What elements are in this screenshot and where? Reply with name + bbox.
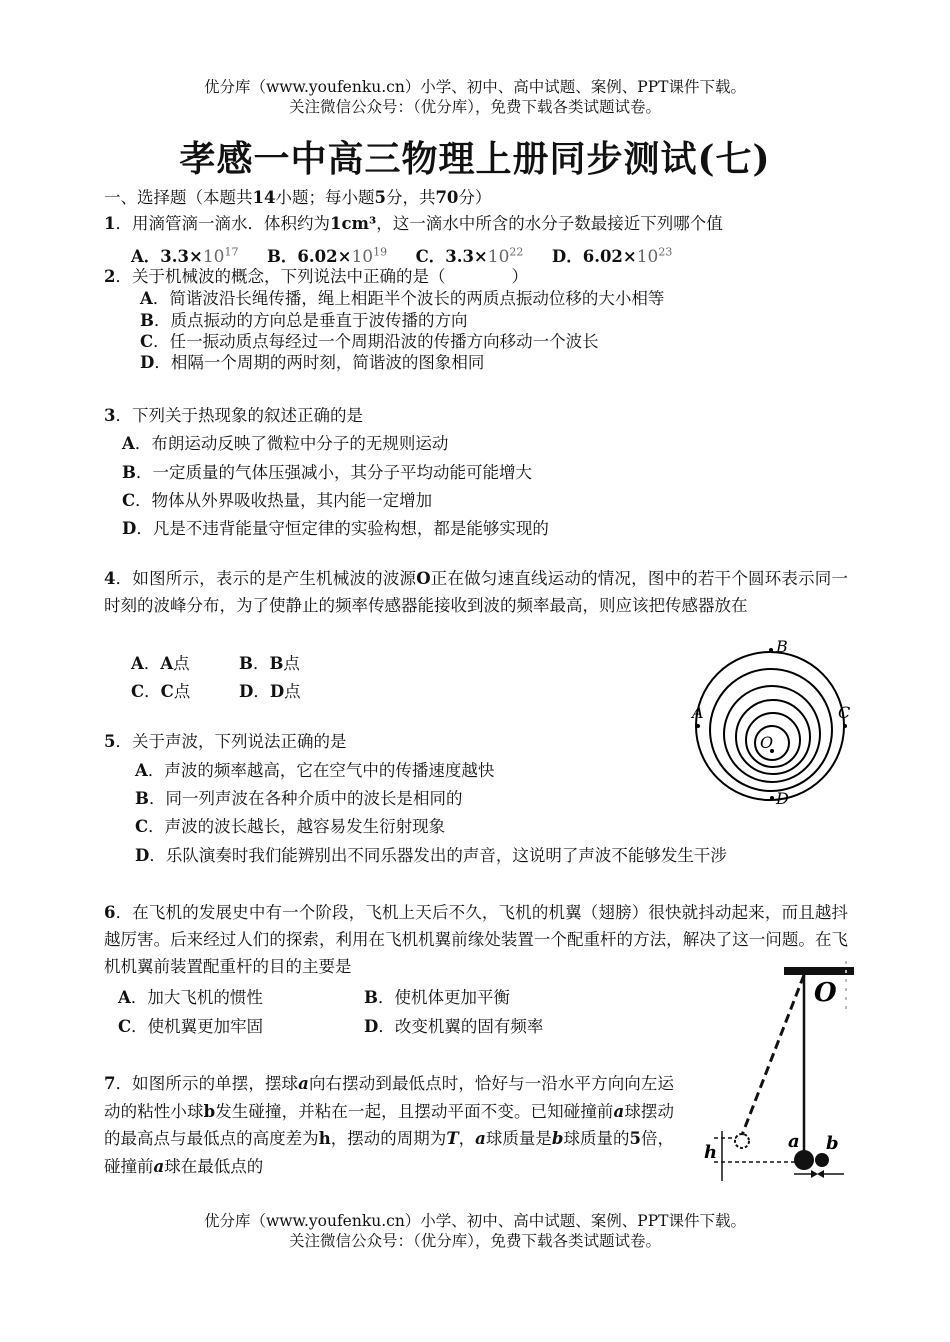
q1-option-d[interactable]: D．$6.02\times 10^{23}$ (551, 245, 673, 267)
point-c-label: C (838, 703, 851, 722)
q2-option-b[interactable]: B．质点振动的方向总是垂直于波传播的方向 (140, 311, 468, 330)
question-6-stem: 6．在飞机的发展史中有一个阶段，飞机上天后不久，飞机的机翼（翅膀）很快就抖动起来，而且越抖越厉害。后来经过人们的探索，利用在飞机机翼前缘处装置一个配重杆的方法，解决了这一问题。在飞机机翼前装置配重杆的目的主要是 (104, 903, 848, 976)
q6-option-c[interactable]: C．使机翼更加牢固 (118, 1017, 264, 1036)
pendulum-support (784, 967, 854, 975)
q5-option-b[interactable]: B．同一列声波在各种介质中的波长是相同的 (135, 789, 463, 808)
wave-circles-figure (680, 630, 860, 810)
q4-option-c[interactable]: C．C点 (131, 682, 191, 701)
point-b-label: B (776, 637, 788, 656)
question-2-stem: 2．关于机械波的概念，下列说法中正确的是（ ） (104, 267, 528, 286)
point-c-dot (843, 724, 847, 728)
ball-a-label: a (788, 1131, 800, 1152)
q5-option-a[interactable]: A．声波的频率越高，它在空气中的传播速度越快 (135, 761, 495, 780)
footer-line-2: 关注微信公众号：（优分库），免费下载各类试题试卷。 (288, 1232, 661, 1250)
point-a-dot (696, 724, 700, 728)
point-a-label: A (692, 703, 704, 722)
q4-option-b[interactable]: B．B点 (239, 654, 300, 673)
q1-option-b[interactable]: B．$6.02\times 10^{19}$ (266, 245, 388, 267)
q1-option-a[interactable]: A．$3.3\times 10^{17}$ (131, 245, 239, 267)
height-h-label: h (704, 1142, 718, 1163)
q3-option-b[interactable]: B．一定质量的气体压强减小，其分子平均动能可能增大 (122, 463, 532, 482)
question-4-stem: 4．如图所示，表示的是产生机械波的波源O正在做匀速直线运动的情况，图中的若干个圆环表示同一时刻的波峰分布，为了使静止的频率传感器能接收到波的频率最高，则应该把传感器放在 (104, 569, 849, 615)
pendulum-figure (696, 955, 866, 1195)
point-d-dot (770, 796, 774, 800)
q2-option-a[interactable]: A．简谐波沿长绳传播，绳上相距半个波长的两质点振动位移的大小相等 (140, 289, 665, 308)
question-1-options (131, 241, 672, 268)
displaced-string (742, 975, 804, 1135)
pivot-o-label: O (814, 978, 837, 1008)
q3-option-d[interactable]: D．凡是不违背能量守恒定律的实验构想，都是能够实现的 (122, 519, 549, 538)
velocity-b-arrowhead (817, 1170, 824, 1178)
q2-option-d[interactable]: D．相隔一个周期的两时刻，简谐波的图象相同 (140, 353, 485, 372)
source-o-label: O (760, 733, 774, 752)
point-b-dot (769, 648, 773, 652)
question-1-stem: 1．用滴管滴一滴水．体积约为1cm³，这一滴水中所含的水分子数最接近下列哪个值 (104, 214, 723, 233)
ball-b-label: b (826, 1133, 839, 1154)
wavefront-circle-2 (710, 669, 832, 791)
section-heading: 一、选择题（本题共14小题；每小题5分，共70分） (104, 188, 492, 207)
header-line-2: 关注微信公众号：（优分库），免费下载各类试题试卷。 (288, 98, 661, 116)
q2-option-c[interactable]: C．任一振动质点每经过一个周期沿波的传播方向移动一个波长 (140, 332, 599, 351)
point-d-label: D (776, 789, 789, 808)
q6-option-d[interactable]: D．改变机翼的固有频率 (364, 1017, 544, 1036)
q6-option-b[interactable]: B．使机体更加平衡 (364, 988, 510, 1007)
q5-option-c[interactable]: C．声波的波长越长，越容易发生衍射现象 (135, 817, 446, 836)
q1-option-c[interactable]: C．$3.3\times 10^{22}$ (415, 245, 524, 267)
footer-line-1: 优分库（www.youfenku.cn）小学、初中、高中试题、案例、PPT课件下载。 (203, 1212, 747, 1230)
q5-option-d[interactable]: D．乐队演奏时我们能辨别出不同乐器发出的声音，这说明了声波不能够发生干涉 (135, 846, 727, 865)
q4-option-a[interactable]: A．A点 (131, 654, 190, 673)
question-5-stem: 5．关于声波，下列说法正确的是 (104, 732, 347, 751)
ball-a-high-position (735, 1134, 749, 1148)
question-3-stem: 3．下列关于热现象的叙述正确的是 (104, 406, 363, 425)
page-title: 孝感一中高三物理上册同步测试(七) (179, 138, 771, 180)
velocity-a-arrowhead (811, 1170, 818, 1178)
question-7-stem: 7．如图所示的单摆，摆球a向右摆动到最低点时，恰好与一沿水平方向向左运动的粘性小球b发生碰撞，并粘在一起，且摆动平面不变。已知碰撞前a球摆动的最高点与最低点的高度差为h，摆动的周期为T，a球质量是b球质量的5倍，碰撞前a球在最低点的 (104, 1074, 675, 1176)
q3-option-c[interactable]: C．物体从外界吸收热量，其内能一定增加 (122, 491, 433, 510)
q4-option-d[interactable]: D．D点 (239, 682, 301, 701)
q3-option-a[interactable]: A．布朗运动反映了微粒中分子的无规则运动 (122, 434, 449, 453)
q6-option-a[interactable]: A．加大飞机的惯性 (118, 988, 263, 1007)
ball-a (794, 1150, 814, 1170)
header-line-1: 优分库（www.youfenku.cn）小学、初中、高中试题、案例、PPT课件下载。 (203, 78, 747, 96)
ball-b (815, 1153, 829, 1167)
